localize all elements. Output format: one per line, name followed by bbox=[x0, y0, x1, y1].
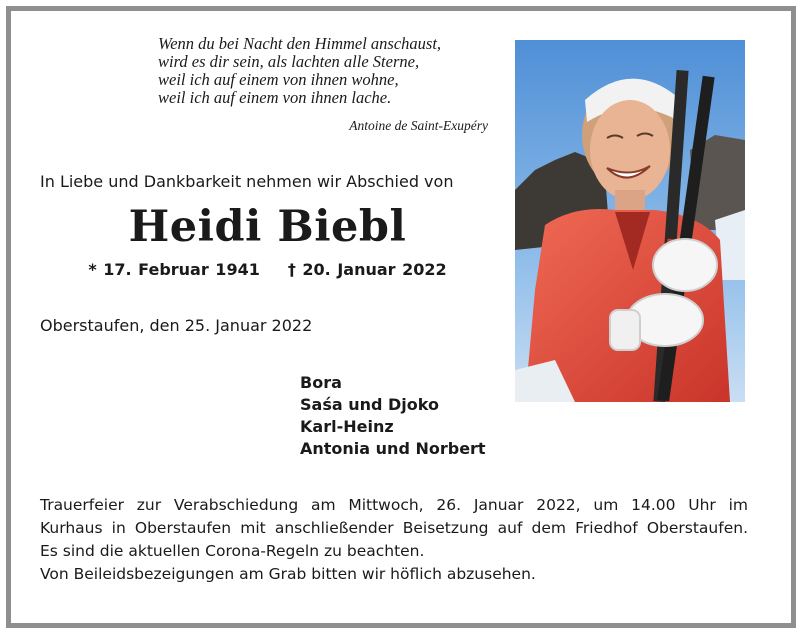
place-date: Oberstaufen, den 25. Januar 2022 bbox=[40, 316, 313, 335]
quote-line: wird es dir sein, als lachten alle Sterne, bbox=[158, 52, 420, 71]
quote-line: weil ich auf einem von ihnen wohne, bbox=[158, 70, 399, 89]
mourner-name: Bora bbox=[300, 373, 342, 392]
portrait-illustration bbox=[515, 40, 745, 402]
portrait-photo bbox=[515, 40, 745, 402]
mourners-list bbox=[300, 372, 486, 460]
deceased-name: Heidi Biebl bbox=[128, 202, 407, 252]
quote-line: Wenn du bei Nacht den Himmel anschaust, bbox=[158, 34, 442, 53]
life-dates bbox=[40, 260, 495, 279]
mourner-name: Karl-Heinz bbox=[300, 417, 394, 436]
death-date: † 20. Januar 2022 bbox=[287, 260, 447, 279]
notice-line: Kurhaus in Oberstaufen mit anschließender Beisetzung auf dem Friedhof Oberstaufen. bbox=[40, 519, 748, 537]
quote-line: weil ich auf einem von ihnen lache. bbox=[158, 88, 392, 107]
service-notice bbox=[40, 494, 748, 586]
notice-line: Es sind die aktuellen Corona-Regeln zu beachten. bbox=[40, 542, 425, 560]
intro-text: In Liebe und Dankbarkeit nehmen wir Abschied von bbox=[40, 172, 454, 191]
notice-line: Trauerfeier zur Verabschiedung am Mittwoch, 26. Januar 2022, um 14.00 Uhr im bbox=[40, 496, 748, 514]
notice-line: Von Beileidsbezeigungen am Grab bitten wir höflich abzusehen. bbox=[40, 565, 536, 583]
mourner-name: Antonia und Norbert bbox=[300, 439, 486, 458]
mourner-name: Saśa und Djoko bbox=[300, 395, 439, 414]
birth-date: * 17. Februar 1941 bbox=[88, 260, 260, 279]
quote bbox=[158, 35, 488, 107]
quote-author: Antoine de Saint-Exupéry bbox=[349, 118, 488, 133]
